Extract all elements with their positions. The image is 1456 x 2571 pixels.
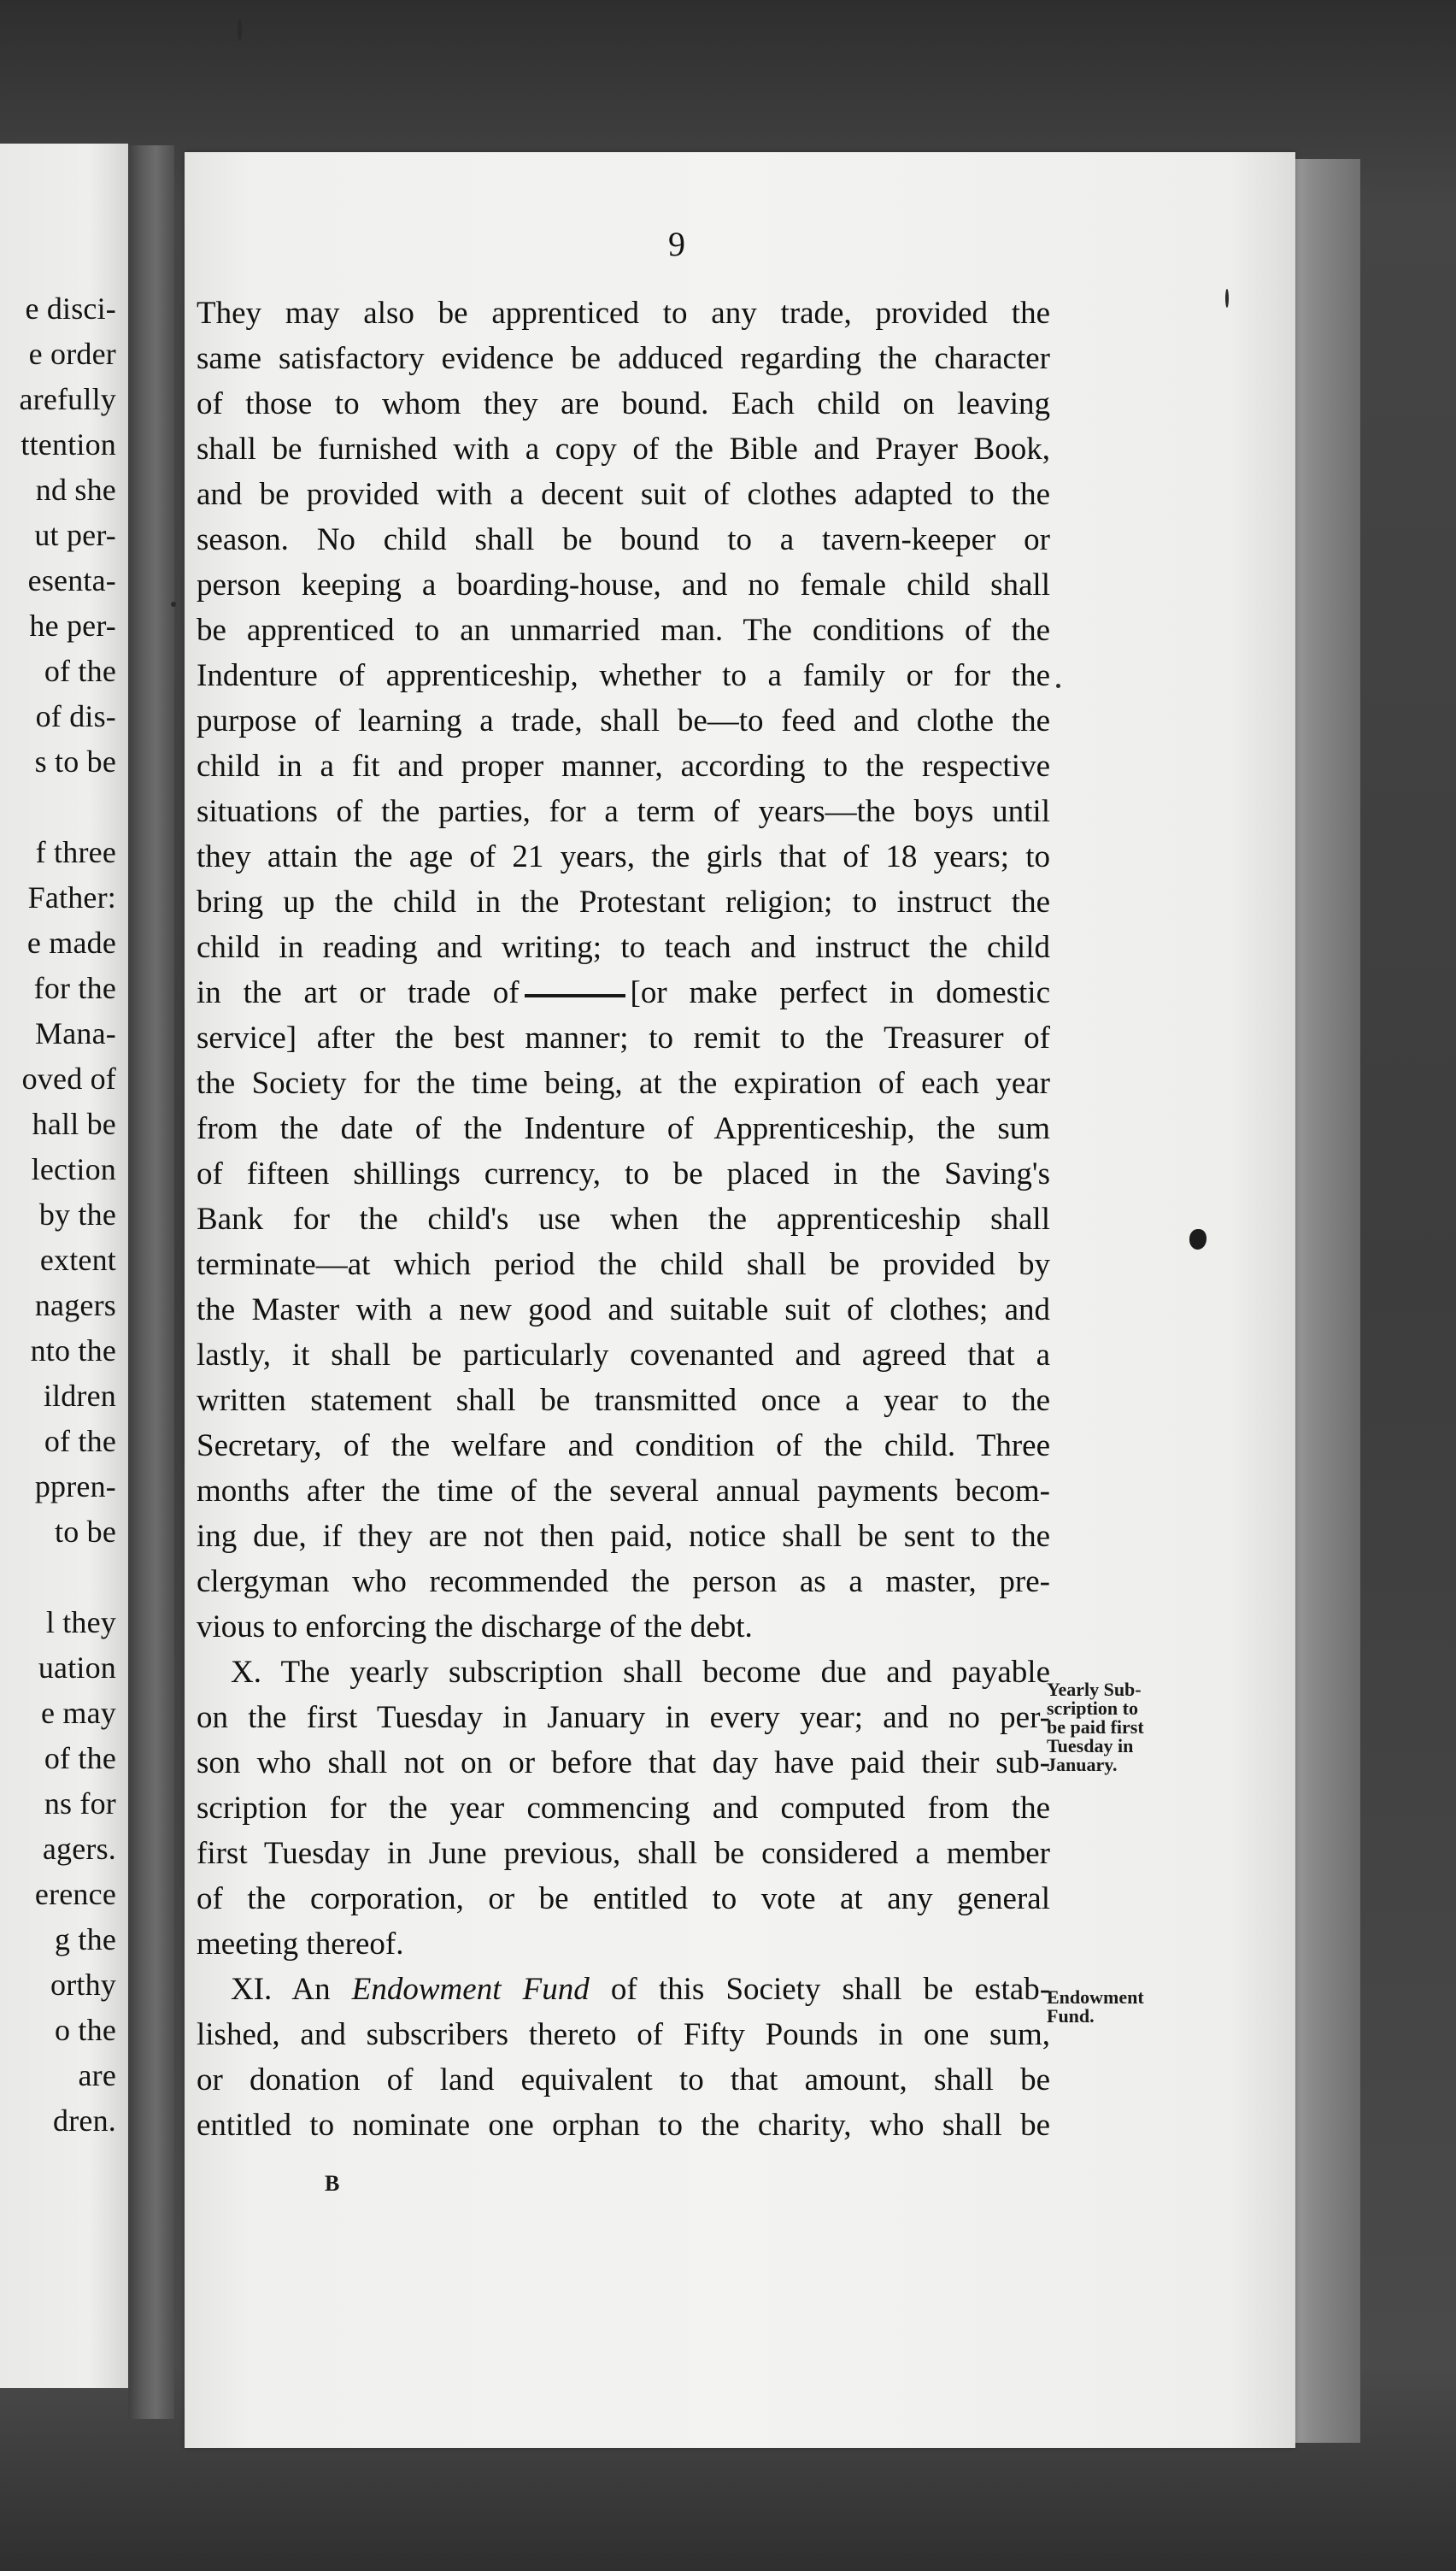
left-page-line: arefully [19, 382, 116, 416]
left-page-line: dren. [53, 2103, 116, 2138]
previous-page-fragment [0, 144, 128, 2388]
text-line: service] after the best manner; to remit to the Treasurer of [197, 1021, 1050, 1056]
text-line: situations of the parties, for a term of years—the boys until [197, 794, 1050, 829]
text-line: lished, and subscribers thereto of Fifty Pounds in one sum, [197, 2017, 1050, 2052]
left-page-line: he per- [29, 609, 116, 643]
left-page-line: nto the [30, 1333, 116, 1368]
left-page-line: of the [44, 1424, 116, 1458]
text-line: on the first Tuesday in January in every year; and no per- [197, 1700, 1050, 1735]
page-number: 9 [668, 225, 685, 263]
text-line: season. No child shall be bound to a tavern-keeper or [197, 522, 1050, 557]
margin-note-line: scription to [1047, 1697, 1138, 1719]
left-page-line: extent [39, 1243, 116, 1277]
text-line: son who shall not on or before that day have paid their sub- [197, 1745, 1050, 1780]
left-page-line: g the [55, 1922, 116, 1956]
left-page-line: ns for [44, 1786, 116, 1821]
left-page-line: to be [55, 1515, 116, 1549]
left-page-line: hall be [32, 1107, 116, 1141]
text-line: of the corporation, or be entitled to vote at any general [197, 1881, 1050, 1916]
left-page-line: for the [33, 971, 116, 1005]
left-page-line: esenta- [27, 563, 116, 597]
left-page-line: e made [26, 926, 116, 960]
text-line: be apprenticed to an unmarried man. The conditions of the [197, 613, 1050, 648]
text-line: shall be furnished with a copy of the Bible and Prayer Book, [197, 432, 1050, 467]
left-page-line: of dis- [35, 699, 116, 733]
margin-note-line: Fund. [1047, 2005, 1095, 2027]
left-page-line: are [78, 2058, 116, 2092]
text-line: months after the time of the several annual payments becom- [197, 1474, 1050, 1509]
scan-speck [1225, 289, 1229, 308]
text-line: Bank for the child's use when the apprenticeship shall [197, 1202, 1050, 1237]
text-line: and be provided with a decent suit of clothes adapted to the [197, 477, 1050, 512]
left-page-line: uation [38, 1650, 116, 1685]
text-line: child in reading and writing; to teach and instruct the child [197, 930, 1050, 965]
book-spine [128, 145, 174, 2419]
signature-mark: B [325, 2171, 340, 2196]
text-line: Secretary, of the welfare and condition of the child. Three [197, 1428, 1050, 1463]
text-line: purpose of learning a trade, shall be—to feed and clothe the [197, 703, 1050, 738]
margin-note-endowment-fund [1047, 1988, 1192, 2026]
text-line: of those to whom they are bound. Each child on leaving [197, 386, 1050, 421]
left-page-line: nd she [35, 473, 116, 507]
left-page-line: ttention [21, 427, 116, 462]
left-page-line: lection [31, 1152, 116, 1186]
left-page-line: l they [45, 1605, 116, 1639]
left-page-line: o the [55, 2013, 116, 2047]
text-line: the Master with a new good and suitable suit of clothes; and [197, 1292, 1050, 1327]
left-page-line: oved of [21, 1062, 116, 1096]
left-page-line: by the [38, 1197, 116, 1232]
scan-speck [171, 602, 176, 607]
margin-note-yearly-subscription [1047, 1680, 1192, 1774]
text-line: entitled to nominate one orphan to the charity, who shall be [197, 2108, 1050, 2143]
text-line: from the date of the Indenture of Apprenticeship, the sum [197, 1111, 1050, 1146]
margin-note-line: be paid first [1047, 1716, 1144, 1738]
left-page-line: erence [34, 1877, 116, 1911]
margin-note-line: January. [1047, 1754, 1118, 1775]
left-page-line: ppren- [34, 1469, 116, 1503]
margin-note-line: Yearly Sub- [1047, 1679, 1142, 1700]
left-page-line: Father: [27, 880, 116, 915]
section-xi-continuation: of this Society shall be estab- [610, 1972, 1051, 2007]
text-line: X. The yearly subscription shall become due and payable [231, 1655, 1050, 1690]
left-page-line: of the [44, 654, 116, 688]
text-line: clergyman who recommended the person as a master, pre- [197, 1564, 1050, 1599]
text-line: They may also be apprenticed to any trade, provided the [197, 296, 1050, 331]
left-page-line: f three [35, 835, 116, 869]
text-line: person keeping a boarding-house, and no female child shall [197, 568, 1050, 603]
text-line-endowment [197, 1967, 1050, 2012]
left-page-line: orthy [50, 1968, 116, 2002]
text-line: same satisfactory evidence be adduced regarding the character [197, 341, 1050, 376]
text-line: ing due, if they are not then paid, notice shall be sent to the [197, 1519, 1050, 1554]
blank-rule [525, 994, 625, 997]
scan-speck [1056, 684, 1060, 688]
margin-note-line: Tuesday in [1047, 1735, 1134, 1756]
left-page-line: agers. [42, 1832, 116, 1866]
text-line: scription for the year commencing and computed from the [197, 1791, 1050, 1826]
scan-speck [238, 19, 242, 41]
text-line: meeting thereof. [197, 1927, 404, 1962]
left-page-line: Mana- [35, 1016, 116, 1050]
text-line: first Tuesday in June previous, shall be considered a member [197, 1836, 1050, 1871]
text-line: lastly, it shall be particularly covenanted and agreed that a [197, 1338, 1050, 1373]
text-line: bring up the child in the Protestant religion; to instruct the [197, 885, 1050, 920]
text-line: Indenture of apprenticeship, whether to a family or for the [197, 658, 1050, 693]
margin-note-line: Endowment [1047, 1986, 1144, 2008]
section-xi-start: XI. An [231, 1972, 331, 2007]
text-line: child in a fit and proper manner, according to the respective [197, 749, 1050, 784]
left-page-line: e may [41, 1696, 116, 1730]
text-line: vious to enforcing the discharge of the debt. [197, 1609, 753, 1644]
art-line-start: in the art or trade of [197, 975, 520, 1010]
left-page-line: of the [44, 1741, 116, 1775]
left-page-line: s to be [34, 744, 116, 779]
left-page-line: e order [28, 337, 116, 371]
text-line: they attain the age of 21 years, the girls that of 18 years; to [197, 839, 1050, 874]
text-line-art-or-trade [197, 970, 1050, 1015]
text-line: or donation of land equivalent to that amount, shall be [197, 2062, 1050, 2097]
endowment-fund-italic: Endowment Fund [351, 1972, 590, 2007]
left-page-line: e disci- [25, 291, 116, 326]
text-line: of fifteen shillings currency, to be placed in the Saving's [197, 1156, 1050, 1191]
text-line: written statement shall be transmitted once a year to the [197, 1383, 1050, 1418]
text-line: the Society for the time being, at the expiration of each year [197, 1066, 1050, 1101]
text-line: terminate—at which period the child shall be provided by [197, 1247, 1050, 1282]
left-page-line: nagers [34, 1288, 116, 1322]
art-line-end: [or make perfect in domestic [630, 975, 1050, 1010]
left-page-line: ut per- [34, 518, 116, 552]
left-page-line: ildren [43, 1379, 116, 1413]
